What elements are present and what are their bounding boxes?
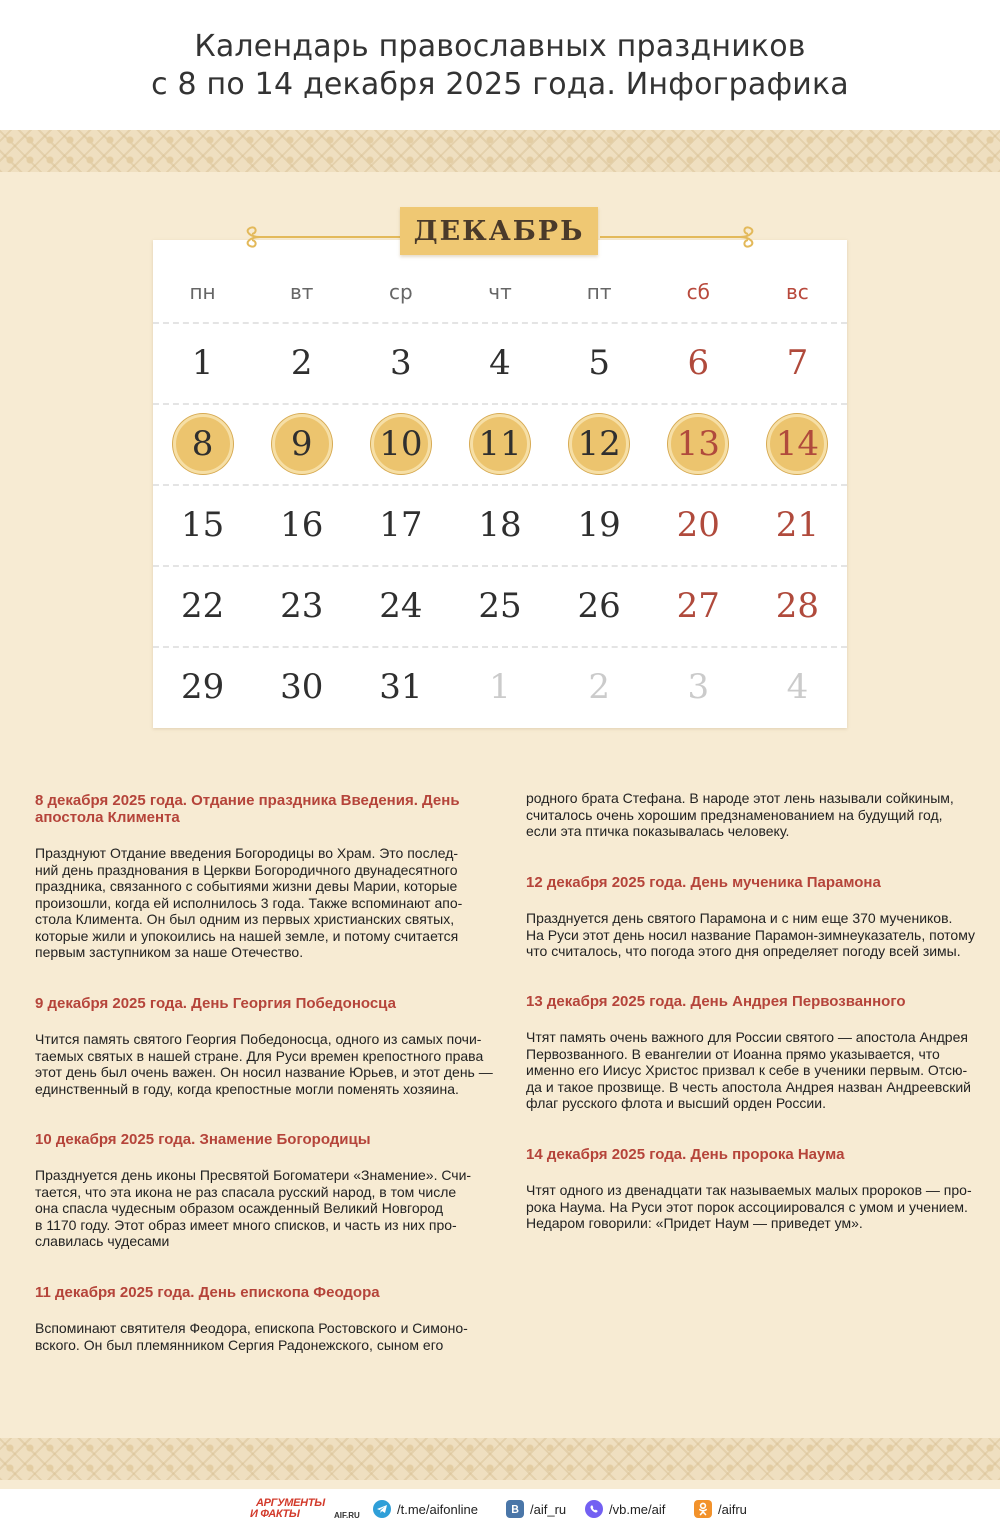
day-cell: 4 — [489, 343, 511, 383]
ornament-band-top — [0, 130, 1000, 172]
day-cell: 2 — [290, 343, 313, 383]
day-cell-highlighted: 10 — [351, 404, 450, 484]
article-dec-11 — [35, 1284, 495, 1353]
day-cell: 19 — [577, 505, 621, 545]
social-link-telegram[interactable]: /t.me/aifonline — [373, 1500, 478, 1518]
day-cell-highlighted: 12 — [550, 404, 649, 484]
day-cell-weekend: 7 — [786, 343, 809, 383]
article-text: Празднуют Отдание введения Богородицы во Храм. Это послед- ний день празднования в Церкви Богородичного двунадесятного праздника, связанного с событиями жизни девы Марии, которые произошли, когда ей исполнилось 3 года. Также вспоминают апо- стола Климента. Он был одним из первых христианских святых, которые жили и упокоились на нашей земле, и потому считается первым заступником за наше Отечество. — [35, 845, 463, 960]
day-cell: 22 — [180, 586, 225, 626]
article-text: Празднуется день иконы Пресвятой Богоматери «Знамение». Счи- тается, что эта икона не раз спасала русский народ, в том числе она спасла чудесным образом осажденный Великий Новгород в 1170 году. Этот образ имеет много списков, и часть из них про- славилась чудесами — [35, 1167, 472, 1249]
day-cell: 18 — [478, 505, 522, 545]
day-cell-highlighted-weekend: 14 — [748, 404, 847, 484]
article-title: 8 декабря 2025 года. Отдание праздника Введения. День апостола Климента — [35, 792, 460, 826]
day-cell: 31 — [379, 667, 423, 707]
social-link-odnoklassniki[interactable]: /aifru — [694, 1500, 747, 1518]
article-title: 10 декабря 2025 года. Знамение Богородицы — [35, 1131, 371, 1148]
article-dec-10 — [35, 1131, 495, 1250]
article-title: 11 декабря 2025 года. День епископа Феодора — [35, 1284, 380, 1301]
article-dec-14 — [526, 1146, 986, 1232]
day-cell-next-month: 1 — [489, 667, 511, 707]
weekday-mon: пн — [189, 280, 216, 304]
day-cell: 5 — [588, 343, 610, 383]
weekday-header-row — [153, 280, 847, 320]
article-text: Вспоминают святителя Феодора, епископа Ростовского и Симоно- вского. Он был племянником Сергия Радонежского, сыном его — [35, 1320, 468, 1353]
weekday-wed: ср — [389, 280, 413, 304]
day-cell-weekend: 27 — [676, 586, 720, 626]
day-cell-weekend: 6 — [687, 343, 710, 383]
article-dec-8 — [35, 792, 495, 961]
article-text: Празднуется день святого Парамона и с ним еще 370 мучеников. На Руси этот день носил название Парамон-зимнеуказатель, потому что считалось, что погода этого дня определяет погоду всей зимы. — [526, 910, 975, 959]
day-cell-weekend: 21 — [775, 505, 820, 545]
month-label: ДЕКАБРЬ — [413, 215, 585, 247]
viber-icon — [585, 1500, 603, 1518]
day-cell: 24 — [379, 586, 423, 626]
ornament-flourish-left — [240, 225, 405, 249]
ornament-flourish-right — [595, 225, 760, 249]
article-title: 12 декабря 2025 года. День мученика Парамона — [526, 874, 881, 891]
week-row-1 — [153, 323, 847, 403]
article-title: 13 декабря 2025 года. День Андрея Первозванного — [526, 993, 906, 1010]
day-cell-highlighted: 11 — [450, 404, 549, 484]
social-link-viber[interactable]: /vb.me/aif — [585, 1500, 665, 1518]
day-cell: 17 — [379, 505, 423, 545]
article-dec-13 — [526, 993, 986, 1112]
article-dec-9 — [35, 995, 495, 1097]
day-cell-next-month: 3 — [687, 667, 710, 707]
day-cell: 23 — [280, 586, 324, 626]
article-dec-11-continuation: родного брата Стефана. В народе этот лень называли сойкиным, считалось очень хорошим предзнаменованием на будущий год, если эта птичка показывалась человеку. — [526, 790, 954, 839]
header — [0, 0, 1000, 130]
infographic-body — [0, 130, 1000, 1489]
day-cell-next-month: 2 — [588, 667, 610, 707]
day-cell-next-month: 4 — [786, 667, 809, 707]
day-cell-highlighted: 9 — [252, 404, 351, 484]
page-title-line-1: Календарь православных праздников — [194, 29, 806, 64]
article-title: 9 декабря 2025 года. День Георгия Победоносца — [35, 995, 396, 1012]
social-link-vk[interactable]: /aif_ru — [506, 1500, 566, 1518]
footer — [0, 1489, 1000, 1529]
day-cell-highlighted: 8 — [153, 404, 252, 484]
article-title: 14 декабря 2025 года. День пророка Наума — [526, 1146, 845, 1163]
week-row-5 — [153, 647, 847, 727]
article-text: Чтят память очень важного для России святого — апостола Андрея Первозванного. В евангелии от Иоанна прямо указывается, что именно его Иисус Христос призвал к себе в ученики первым. Отсю- да и такое прозвище. В честь апостола Андрея назван Андреевский флаг русского флота и высший орден России. — [526, 1029, 971, 1111]
day-cell: 16 — [280, 505, 324, 545]
day-cell-weekend: 28 — [775, 586, 820, 626]
weekday-sat: сб — [686, 280, 710, 304]
telegram-icon — [373, 1500, 391, 1518]
day-cell-highlighted-weekend: 13 — [649, 404, 748, 484]
page-title-line-2: с 8 по 14 декабря 2025 года. Инфографика — [151, 67, 849, 102]
ornament-band-bottom — [0, 1438, 1000, 1480]
day-cell: 29 — [180, 667, 225, 707]
day-cell: 25 — [478, 586, 522, 626]
calendar — [153, 240, 847, 728]
day-cell: 26 — [577, 586, 621, 626]
aif-logo[interactable]: АРГУМЕНТЫ И ФАКТЫ AIF.RU — [250, 1497, 360, 1520]
article-text: Чтят одного из двенадцати так называемых малых пророков — про- рока Наума. На Руси этот порок ассоциировался с умом и учением. Недаром говорили: «Придет Наум — приведет ум». — [526, 1182, 972, 1231]
month-ribbon — [400, 207, 598, 255]
vk-icon — [506, 1500, 524, 1518]
day-cell: 1 — [191, 343, 214, 383]
weekday-tue: вт — [289, 280, 314, 304]
week-row-3 — [153, 485, 847, 565]
article-text: Чтится память святого Георгия Победоносца, одного из самых почи- таемых святых в нашей стране. Для Руси времен крепостного права этот день был очень важен. Он носил название Юрьев, и этот день — единственный в году, когда крепостные могли поменять хозяина. — [35, 1031, 493, 1097]
day-cell-weekend: 20 — [676, 505, 720, 545]
article-dec-12 — [526, 874, 986, 960]
odnoklassniki-icon — [694, 1500, 712, 1518]
day-cell: 15 — [180, 505, 225, 545]
weekday-sun: вс — [786, 280, 809, 304]
weekday-fri: пт — [586, 280, 612, 304]
week-row-4 — [153, 566, 847, 646]
day-cell: 30 — [280, 667, 324, 707]
weekday-thu: чт — [488, 280, 512, 304]
day-cell: 3 — [390, 343, 412, 383]
week-row-2-highlighted — [153, 404, 847, 484]
